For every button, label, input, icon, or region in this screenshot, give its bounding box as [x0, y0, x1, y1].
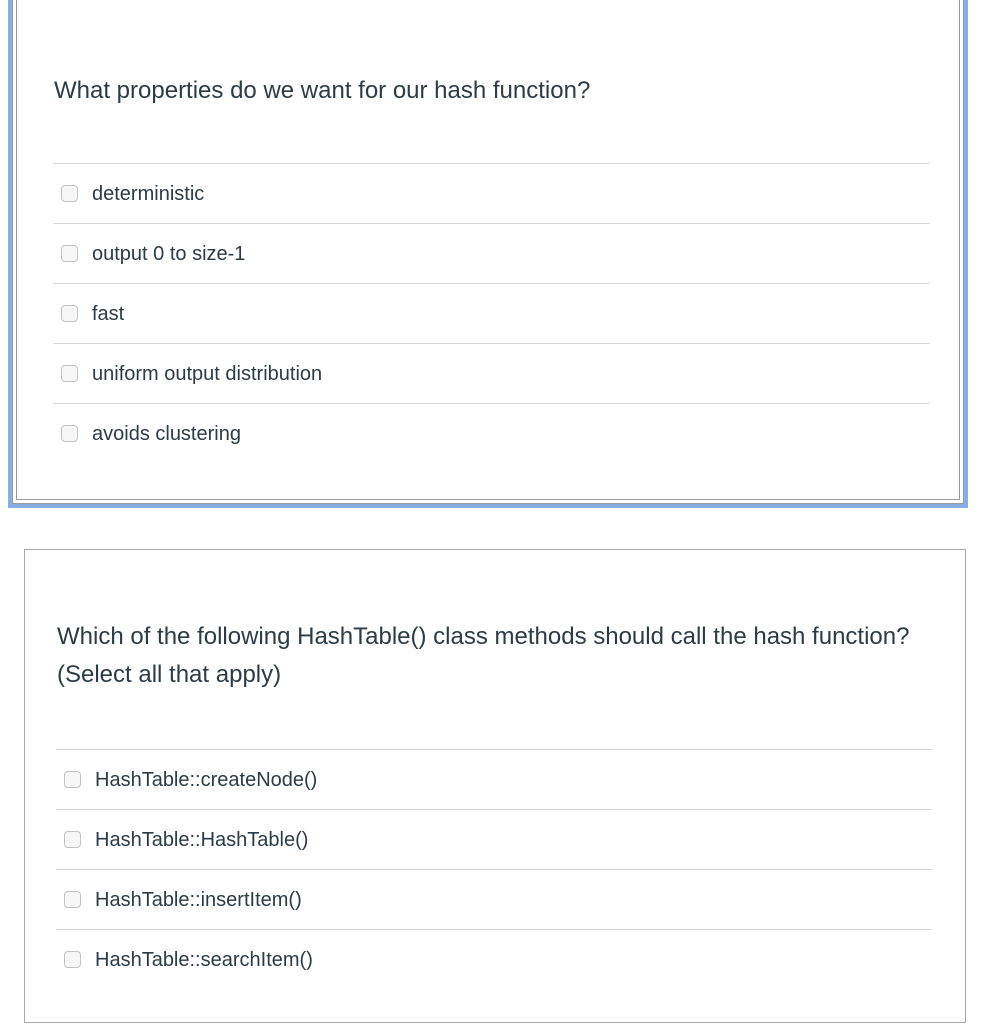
answer-option[interactable] — [56, 810, 932, 870]
answer-label: HashTable::HashTable() — [95, 828, 309, 851]
checkbox[interactable] — [61, 425, 78, 442]
answer-label: HashTable::searchItem() — [95, 948, 313, 971]
answer-option[interactable] — [56, 870, 932, 930]
checkbox[interactable] — [64, 771, 81, 788]
question-text: Which of the following HashTable() class methods should call the hash function? (Select all that apply) — [57, 623, 910, 688]
answer-label: uniform output distribution — [92, 362, 323, 385]
question-text: What properties do we want for our hash function? — [54, 77, 591, 104]
answer-label: fast — [92, 302, 125, 325]
answer-list — [56, 749, 932, 989]
answer-label: avoids clustering — [92, 422, 241, 445]
answer-option[interactable] — [53, 224, 930, 284]
answer-option[interactable] — [53, 284, 930, 344]
answer-list — [53, 163, 930, 463]
checkbox[interactable] — [61, 245, 78, 262]
answer-option[interactable] — [56, 750, 932, 810]
answer-label: output 0 to size-1 — [92, 242, 246, 265]
checkbox[interactable] — [61, 305, 78, 322]
checkbox[interactable] — [64, 951, 81, 968]
question-card-2 — [24, 549, 966, 1023]
answer-option[interactable] — [53, 164, 930, 224]
answer-label: HashTable::insertItem() — [95, 888, 302, 911]
answer-option[interactable] — [53, 404, 930, 463]
answer-option[interactable] — [53, 344, 930, 404]
checkbox[interactable] — [61, 365, 78, 382]
answer-option[interactable] — [56, 930, 932, 989]
answer-label: HashTable::createNode() — [95, 768, 318, 791]
question-card-1 — [8, 0, 968, 508]
checkbox[interactable] — [61, 185, 78, 202]
checkbox[interactable] — [64, 831, 81, 848]
answer-label: deterministic — [92, 182, 205, 205]
checkbox[interactable] — [64, 891, 81, 908]
